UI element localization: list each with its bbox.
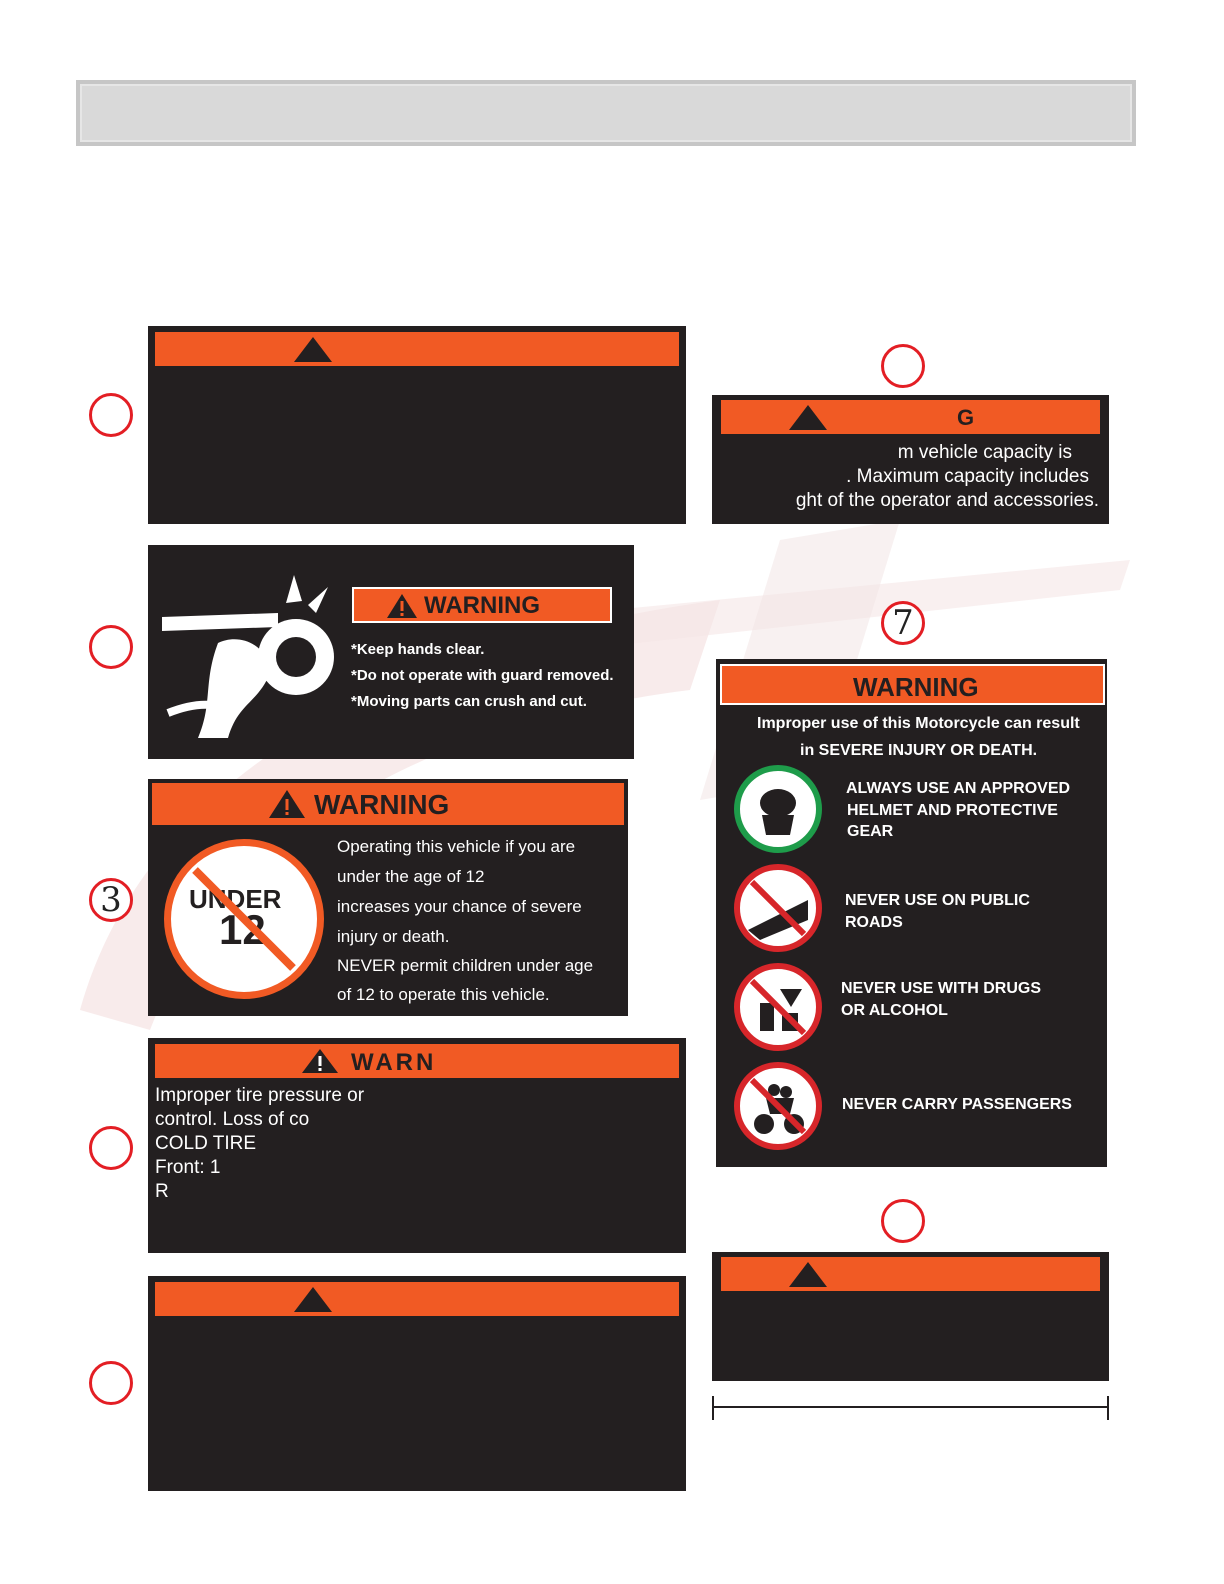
rule-3-line-2: OR ALCOHOL [841,1002,948,1019]
label2-line-2: *Do not operate with guard removed. [351,667,614,684]
warning-triangle-icon [301,1048,339,1074]
rule-1-line-2: HELMET AND PROTECTIVE [847,802,1058,819]
no-passengers-icon [734,1062,822,1150]
label-number-circle-7: 7 [881,601,925,645]
dimension-line [712,1406,1109,1408]
warning-title: WARN [351,1049,437,1076]
warning-label-4 [148,1038,686,1253]
label6-line-3: ght of the operator and accessories. [795,490,1099,511]
warning-title: G [957,405,975,430]
label3-line-6: of 12 to operate this vehicle. [337,985,550,1004]
label3-line-2: under the age of 12 [337,867,485,886]
warning-band [721,400,1100,434]
label3-line-4: injury or death. [337,927,450,946]
under-12-badge [164,839,324,999]
warning-triangle-icon [789,405,827,430]
rule-2-line-2: ROADS [845,914,903,931]
warning-title: WARNING [424,592,540,619]
label4-line-4: Front: 1 [155,1157,221,1178]
label-number-circle-3: 3 [89,878,133,922]
label6-line-2: . Maximum capacity includes [846,466,1089,487]
no-public-roads-icon [734,864,822,952]
rule-3-line-1: NEVER USE WITH DRUGS [841,980,1042,997]
prohibition-slash-icon [171,846,317,992]
label-number-circle-2 [89,625,133,669]
rule-2-line-1: NEVER USE ON PUBLIC [845,892,1030,909]
warning-triangle-icon [789,1262,827,1287]
label2-line-1: *Keep hands clear. [351,641,485,658]
label-number-circle-5 [89,1361,133,1405]
dimension-tick-right [1107,1396,1109,1420]
label3-line-3: increases your chance of severe [337,897,582,916]
warning-label-8 [712,1252,1109,1381]
label-number-circle-8 [881,1199,925,1243]
badge-text-12: 12 [219,906,266,953]
label-number-circle-1 [89,393,133,437]
rule-1-line-1: ALWAYS USE AN APPROVED [846,780,1071,797]
warning-band [721,1257,1100,1291]
label4-line-2: control. Loss of co [155,1109,310,1130]
warning-band [155,332,679,366]
warning-band [352,587,612,623]
section-header-bar [76,80,1136,146]
label7-intro-1: Improper use of this Motorcycle can result [757,715,1080,732]
warning-label-3 [148,779,628,1016]
label3-line-5: NEVER permit children under age [337,956,594,975]
warning-label-6 [712,395,1109,524]
warning-band [155,1282,679,1316]
label3-line-1: Operating this vehicle if you are [337,837,576,856]
warning-triangle-icon [386,593,418,619]
warning-triangle-icon [294,337,332,362]
hand-gear-pinch-icon [158,573,348,738]
label4-line-5: R [155,1181,169,1202]
no-drugs-alcohol-icon [734,963,822,1051]
warning-title: WARNING [853,672,979,702]
label4-line-3: COLD TIRE [155,1133,257,1154]
label2-line-3: *Moving parts can crush and cut. [351,693,587,710]
warning-label-1 [148,326,686,524]
label6-line-1: m vehicle capacity is [897,442,1072,463]
helmet-icon [734,765,822,853]
label-number-circle-6 [881,344,925,388]
warning-label-7 [716,659,1107,1167]
warning-triangle-icon [294,1287,332,1312]
rule-1-line-3: GEAR [847,823,894,840]
label7-intro-2: in SEVERE INJURY OR DEATH. [800,742,1038,759]
dimension-tick-left [712,1396,714,1420]
warning-band [720,664,1105,705]
warning-band [152,783,624,825]
warning-title: WARNING [314,789,450,820]
warning-label-5 [148,1276,686,1491]
label4-line-1: Improper tire pressure or [155,1085,365,1106]
rule-4-line-1: NEVER CARRY PASSENGERS [842,1096,1072,1113]
warning-band [155,1044,679,1078]
label-number-circle-4 [89,1126,133,1170]
warning-triangle-icon [268,789,306,819]
warning-label-2 [148,545,634,759]
badge-text-under: UNDER [189,884,282,914]
